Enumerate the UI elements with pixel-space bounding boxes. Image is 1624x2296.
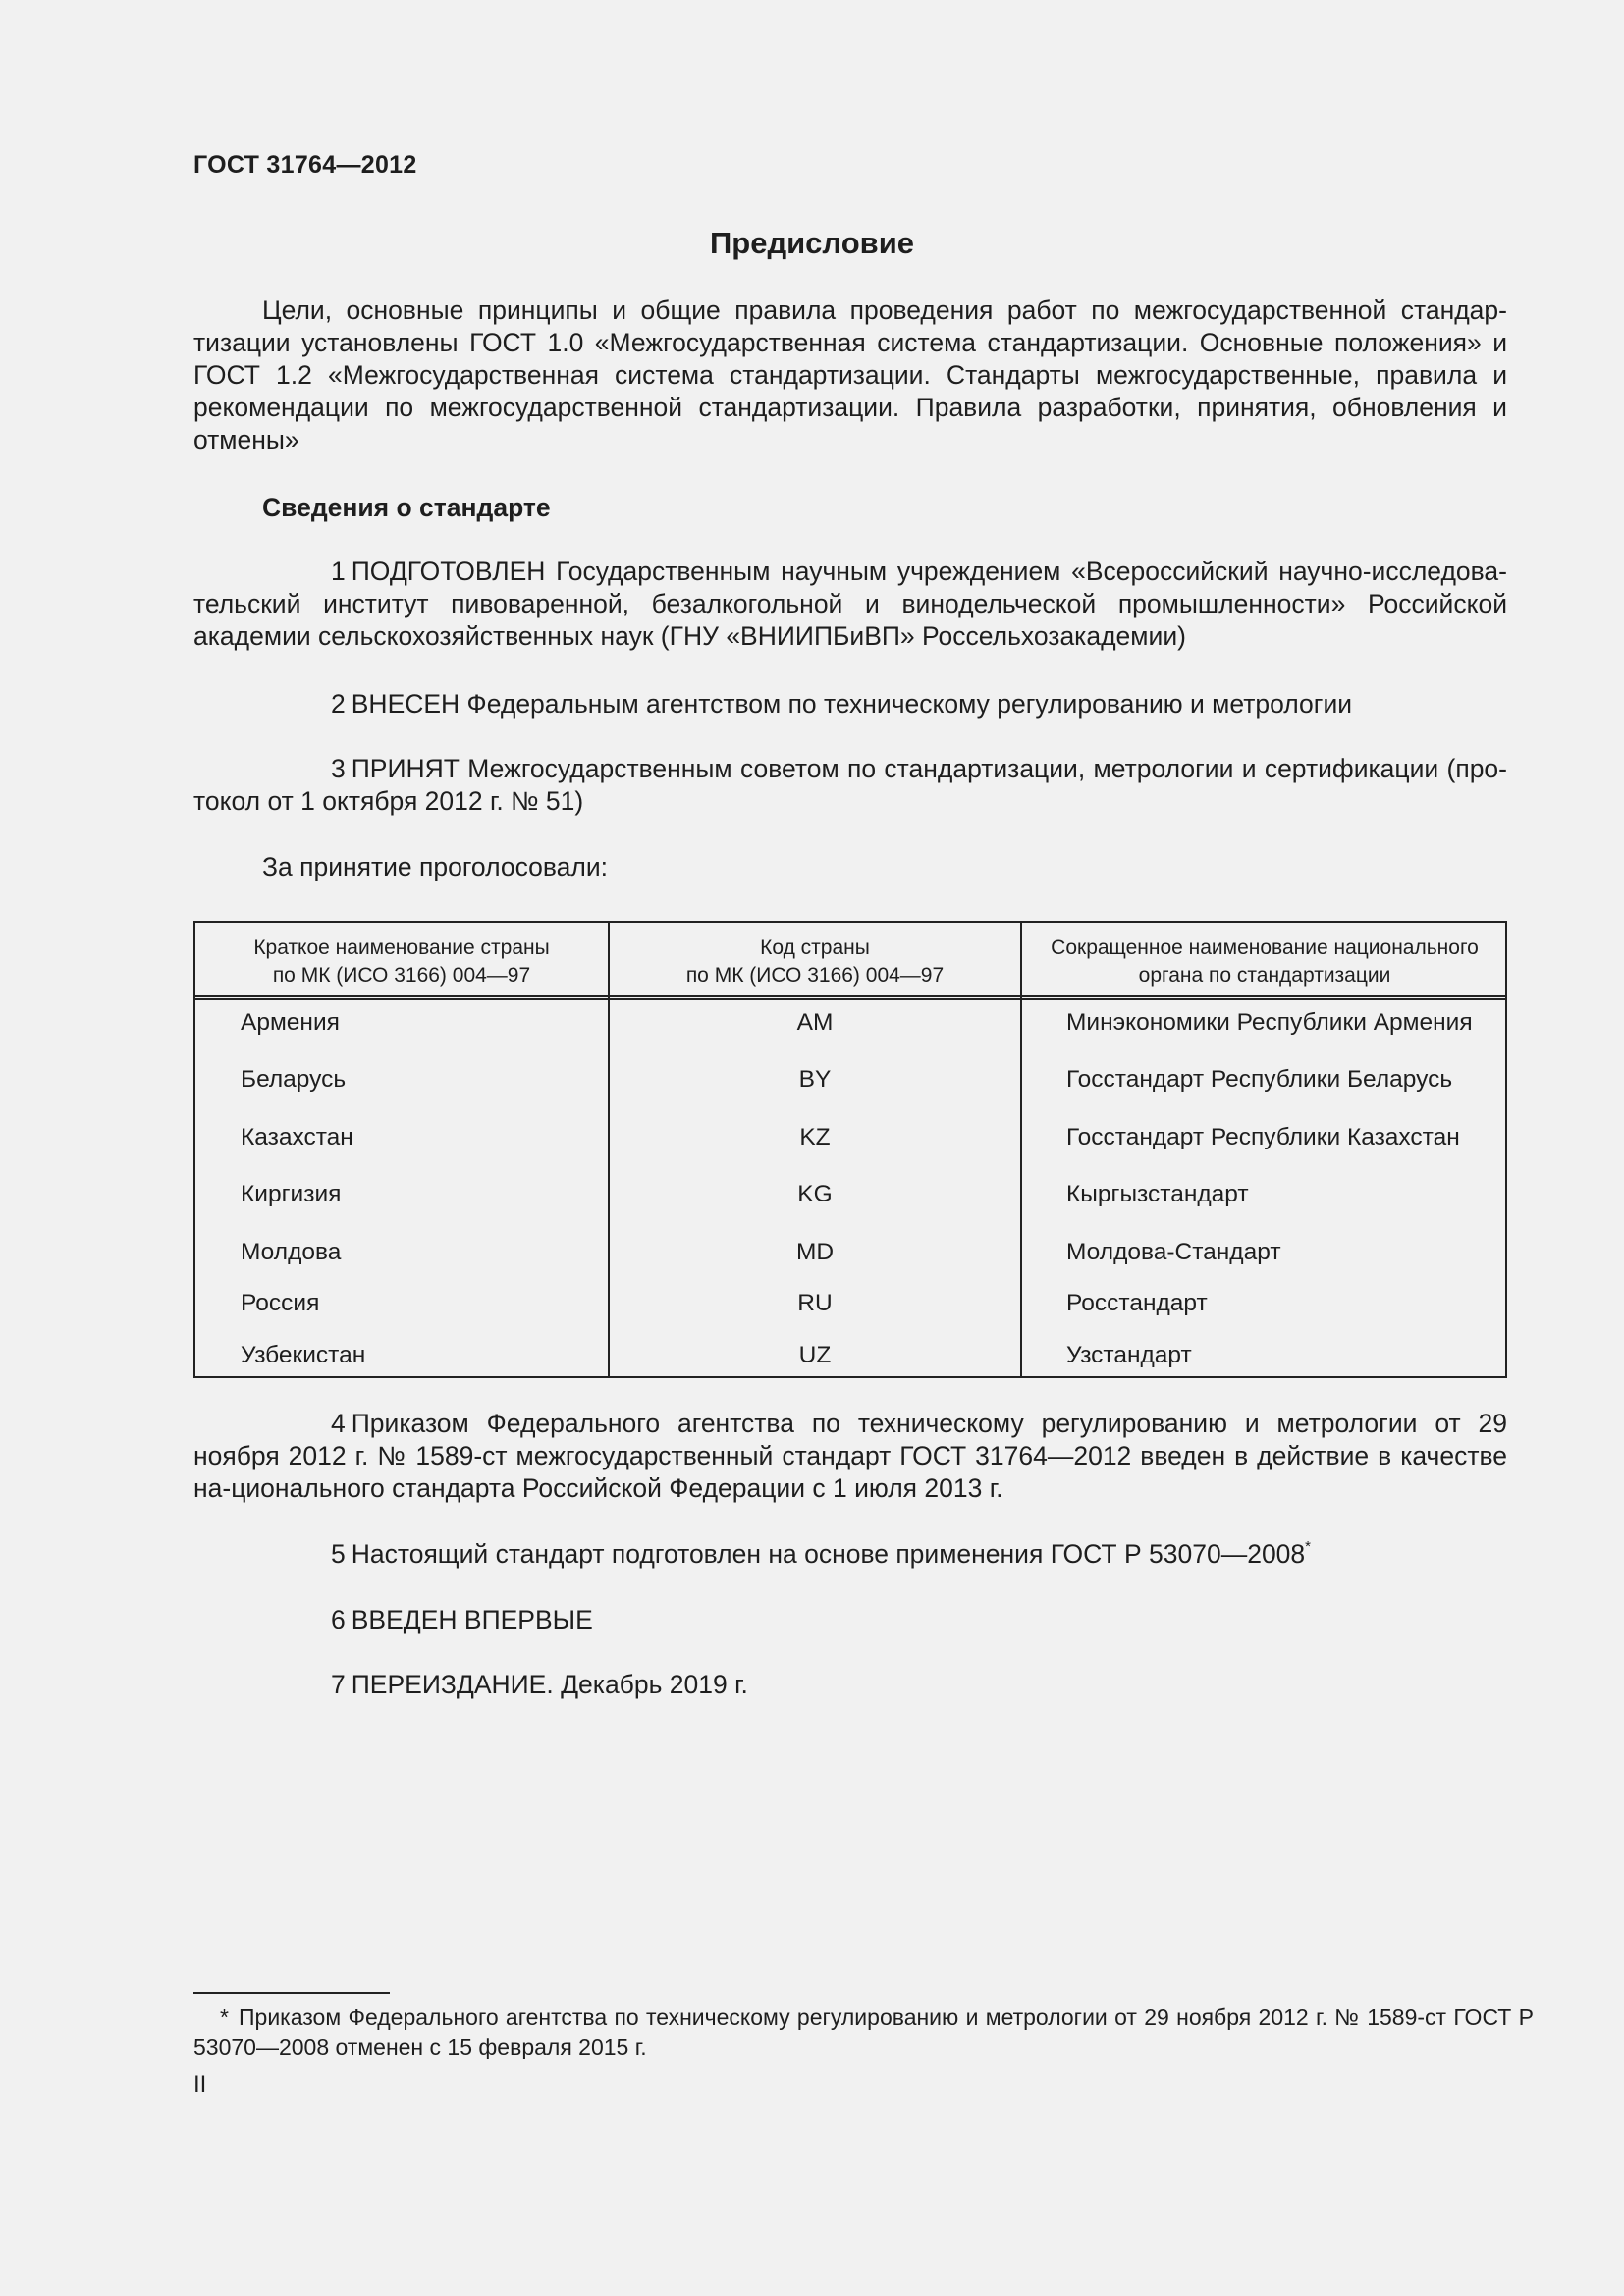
country-name: Беларусь (241, 1066, 347, 1093)
table-header-country: Краткое наименование страны по МК (ИСО 3166) 004—97 (253, 936, 550, 987)
table-header-separator (195, 995, 1505, 1000)
footnote-reference: * (1305, 1538, 1311, 1555)
item-4 (193, 1408, 1507, 1505)
item-4-text: Приказом Федерального агентства по техническому регулированию и метрологии от 29 ноября 2012 г. № 1589-ст межгосударственный стандарт ГОСТ 31764—2012 введен в действие в качестве на-ционального стандарта Российской Федерации с 1 июля 2013 г. (193, 1409, 1507, 1503)
table-row (195, 1060, 1505, 1099)
table-row (195, 1336, 1505, 1375)
table-row (195, 1175, 1505, 1214)
voting-table (193, 921, 1507, 1378)
item-7 (193, 1669, 1507, 1701)
item-7-text: ПЕРЕИЗДАНИЕ. Декабрь 2019 г. (351, 1670, 748, 1699)
footnote (193, 2002, 1534, 2061)
standards-body: Госстандарт Республики Беларусь (1066, 1066, 1453, 1093)
page-number: II (193, 2071, 207, 2098)
item-5-number: 5 (331, 1539, 346, 1569)
table-row (195, 1233, 1505, 1272)
standards-body: Молдова-Стандарт (1066, 1239, 1281, 1265)
document-code: ГОСТ 31764—2012 (193, 151, 417, 179)
table-row (195, 1003, 1505, 1042)
standards-body: Узстандарт (1066, 1342, 1192, 1368)
item-3 (193, 753, 1507, 818)
item-1-number: 1 (331, 557, 346, 586)
item-5-text: Настоящий стандарт подготовлен на основе применения ГОСТ Р 53070—2008 (351, 1539, 1306, 1569)
country-name: Казахстан (241, 1124, 353, 1150)
country-name: Россия (241, 1290, 320, 1316)
table-row (195, 1118, 1505, 1157)
country-code: MD (795, 1239, 835, 1265)
country-name: Армения (241, 1009, 340, 1036)
standards-body: Росстандарт (1066, 1290, 1208, 1316)
item-1-text: ПОДГОТОВЛЕН Государственным научным учреждением «Всероссийский научно-исследова-тельский институт пивоваренной, безалкогольной и винодельческой промышленности» Российской академии сельскохозяйственных наук (ГНУ «ВНИИПБиВП» Россельхозакадемии) (193, 557, 1507, 651)
item-4-number: 4 (331, 1409, 346, 1438)
footnote-text: Приказом Федерального агентства по техническому регулированию и метрологии от 29 ноября 2012 г. № 1589-ст ГОСТ Р 53070—2008 отменен с 15 февраля 2015 г. (193, 2004, 1534, 2059)
country-name: Киргизия (241, 1181, 342, 1207)
item-5 (193, 1538, 1507, 1571)
item-1 (193, 556, 1507, 653)
item-6-text: ВВЕДЕН ВПЕРВЫЕ (351, 1605, 593, 1634)
standards-body: Госстандарт Республики Казахстан (1066, 1124, 1460, 1150)
country-name: Узбекистан (241, 1342, 366, 1368)
item-3-text: ПРИНЯТ Межгосударственным советом по стандартизации, метрологии и сертификации (про-токол от 1 октября 2012 г. № 51) (193, 754, 1507, 816)
footnote-mark: * (220, 2004, 229, 2030)
table-header-code: Код страны по МК (ИСО 3166) 004—97 (685, 936, 945, 987)
page-title: Предисловие (709, 226, 914, 260)
item-6-number: 6 (331, 1605, 346, 1634)
info-heading: Сведения о стандарте (262, 493, 551, 522)
item-7-number: 7 (331, 1670, 346, 1699)
vote-intro: За принятие проголосовали: (262, 852, 609, 881)
item-2-number: 2 (331, 689, 346, 719)
item-2-text: ВНЕСЕН Федеральным агентством по техническому регулированию и метрологии (351, 689, 1353, 719)
table-header-organization: Сокращенное наименование национального органа по стандартизации (1051, 936, 1479, 987)
country-code: UZ (798, 1342, 832, 1368)
footnote-divider (193, 1992, 390, 1994)
item-2 (193, 688, 1507, 721)
country-code: RU (797, 1290, 833, 1316)
item-6 (193, 1604, 1507, 1636)
country-code: BY (798, 1066, 832, 1093)
item-3-number: 3 (331, 754, 346, 783)
country-code: KG (797, 1181, 833, 1207)
standards-body: Кыргызстандарт (1066, 1181, 1249, 1207)
standards-body: Минэкономики Республики Армения (1066, 1009, 1473, 1036)
country-code: KZ (799, 1124, 831, 1150)
table-row (195, 1284, 1505, 1323)
intro-paragraph: Цели, основные принципы и общие правила проведения работ по межгосударственной стандар-тизации установлены ГОСТ 1.0 «Межгосударственная система стандартизации. Основные положения» и ГОСТ 1.2 «Межгосударственная система стандартизации. Стандарты межгосударственные, правила и рекомендации по межгосударственной стандартизации. Правила разработки, принятия, обновления и отмены» (193, 295, 1507, 454)
country-name: Молдова (241, 1239, 342, 1265)
country-code: AM (796, 1009, 834, 1036)
